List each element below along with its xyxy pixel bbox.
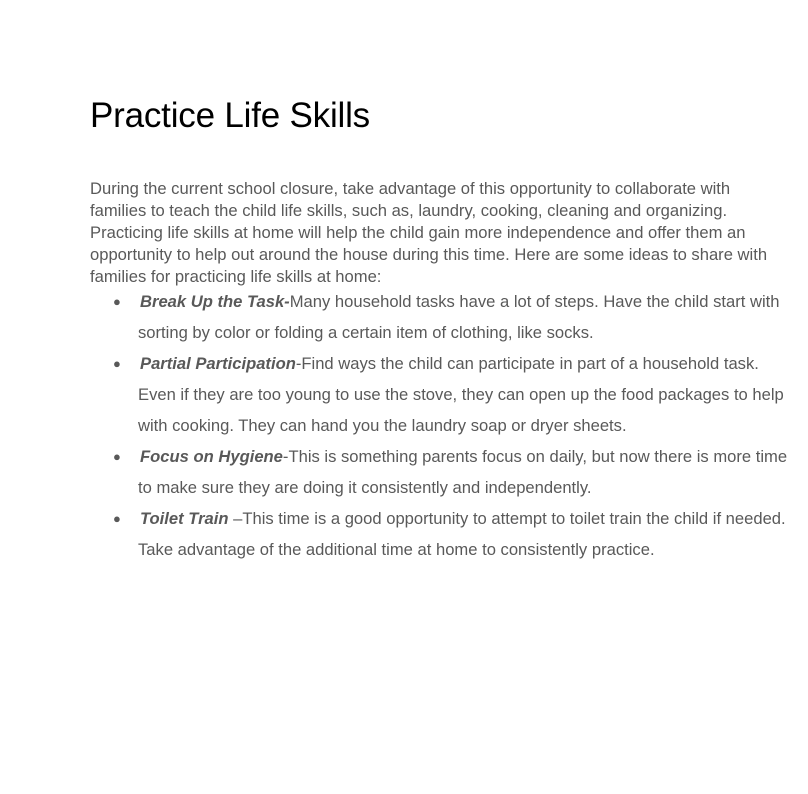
tip-title: Break Up the Task- — [140, 292, 290, 311]
tip-text: -Find ways the child can participate in part of a household task. Even if they are too young to use the stove, they can open up the food packages to help with cooking. They can hand you the laundry soap or dryer sheets. — [138, 354, 784, 435]
list-item — [113, 503, 790, 565]
tip-text: -This is something parents focus on daily, but now there is more time to make sure they are doing it consistently and independently. — [138, 447, 788, 497]
bullet-icon: ● — [113, 356, 121, 371]
page-title: Practice Life Skills — [90, 96, 370, 135]
bullet-icon: ● — [113, 511, 121, 526]
list-item — [113, 286, 790, 348]
intro-paragraph: During the current school closure, take advantage of this opportunity to collaborate with families to teach the child life skills, such as, laundry, cooking, cleaning and organizing. Practicing life skills at home will help the child gain more independence and offer them an opportunity to help out around the house during this time. Here are some ideas to share with families for practicing life skills at home: — [90, 179, 768, 286]
list-item — [113, 348, 790, 441]
bullet-icon: ● — [113, 294, 121, 309]
tip-text: Many household tasks have a lot of steps. Have the child start with sorting by color or folding a certain item of clothing, like socks. — [138, 292, 780, 342]
document-page — [90, 96, 790, 565]
tip-title: Focus on Hygiene — [140, 447, 283, 466]
list-item — [113, 441, 790, 503]
tips-list — [90, 286, 790, 565]
tip-text: –This time is a good opportunity to attempt to toilet train the child if needed. Take advantage of the additional time at home to consistently practice. — [138, 509, 786, 559]
tip-title: Toilet Train — [140, 509, 234, 528]
tip-title: Partial Participation — [140, 354, 296, 373]
bullet-icon: ● — [113, 449, 121, 464]
